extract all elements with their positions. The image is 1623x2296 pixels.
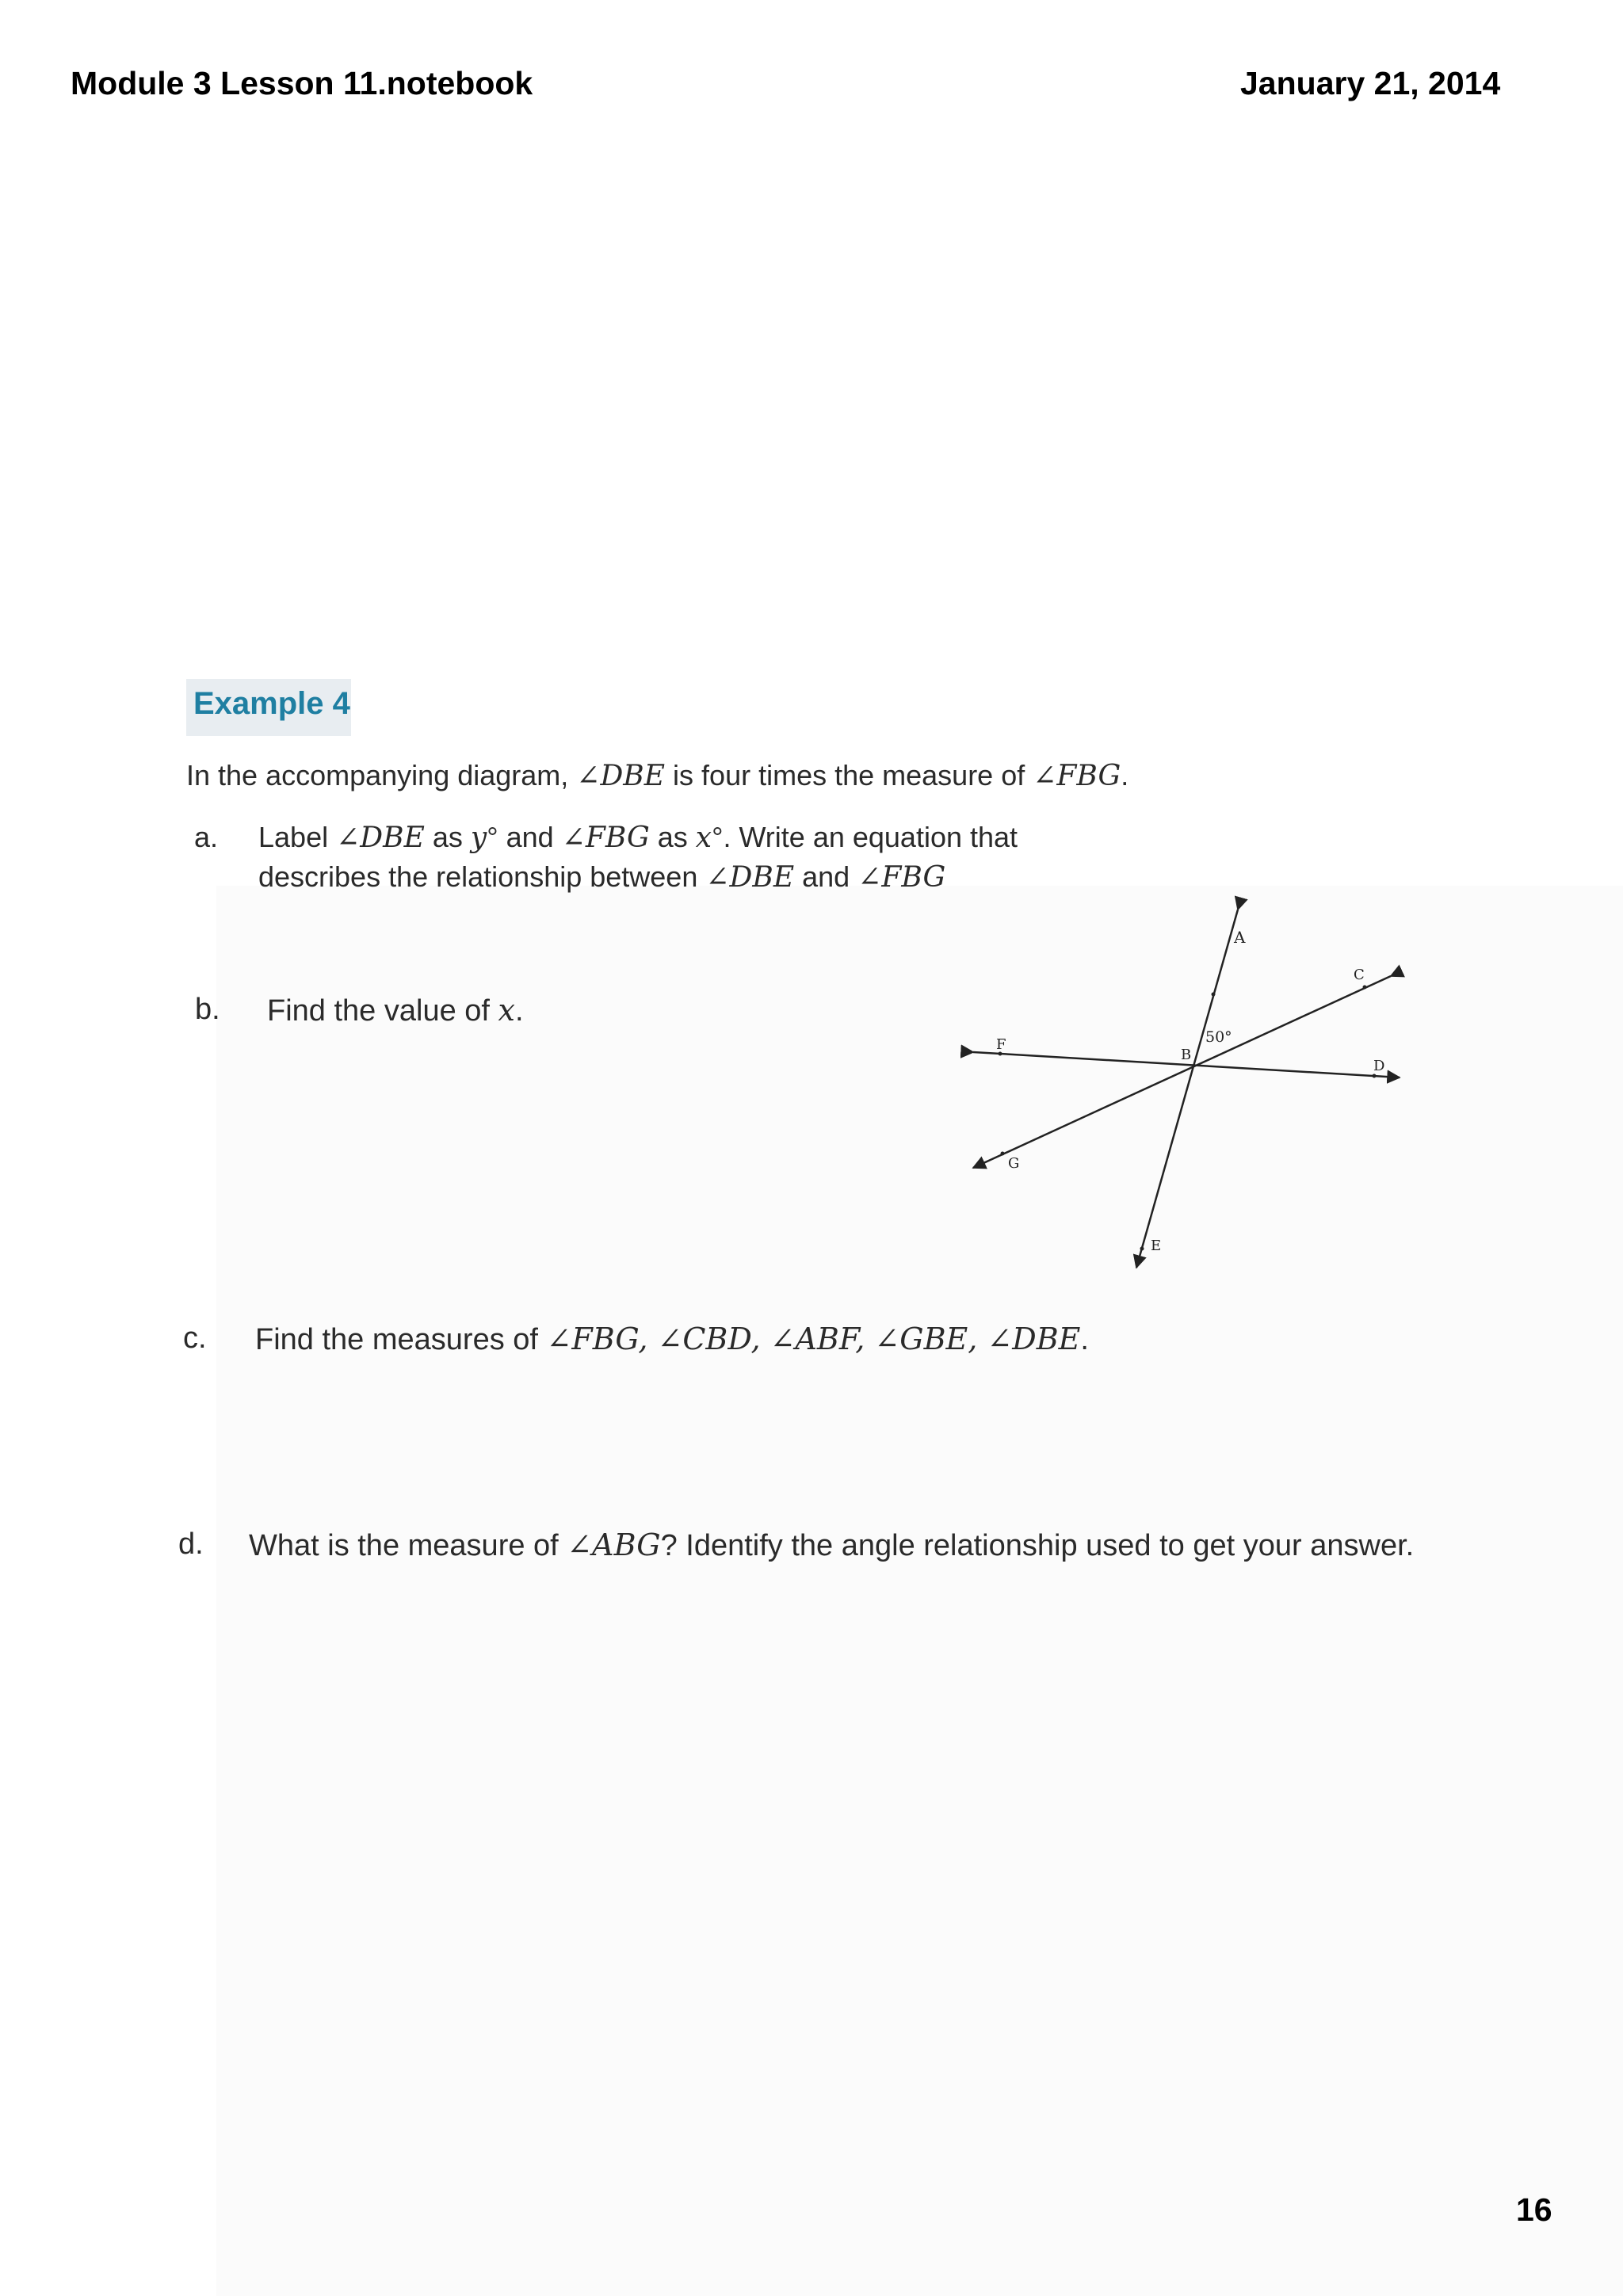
label-d: D — [1373, 1058, 1385, 1074]
example-intro: In the accompanying diagram, ∠DBE is four times the measure of ∠FBG. — [186, 759, 1129, 792]
part-a-line2-clip — [258, 860, 953, 896]
label-f: F — [996, 1036, 1006, 1053]
page-number: 16 — [1516, 2191, 1552, 2228]
point-a — [1212, 993, 1216, 997]
label-a: A — [1234, 928, 1246, 947]
part-a-line1: Label ∠DBE as y° and ∠FBG as x°. Write an equation that — [258, 821, 1018, 854]
angle-label: 50° — [1205, 1028, 1232, 1046]
line-cg — [973, 976, 1391, 1168]
part-d-text: What is the measure of ∠ABG? Identify the angle relationship used to get your answer. — [249, 1527, 1415, 1562]
part-a-line2: describes the relationship between ∠DBE and ∠FBG — [258, 860, 946, 894]
part-b-label: b. — [195, 993, 220, 1026]
part-b-text: Find the value of x. — [267, 993, 524, 1028]
part-a-label: a. — [194, 821, 219, 853]
label-c: C — [1354, 967, 1365, 983]
label-g: G — [1008, 1155, 1020, 1172]
part-c-label: c. — [183, 1322, 207, 1355]
label-b: B — [1181, 1047, 1192, 1063]
point-g — [1001, 1152, 1005, 1156]
example-title: Example 4 — [193, 686, 350, 721]
line-ae — [1136, 910, 1238, 1268]
angle-diagram — [943, 895, 1419, 1291]
point-e — [1140, 1247, 1144, 1251]
part-c-text: Find the measures of ∠FBG, ∠CBD, ∠ABF, ∠GBE, ∠DBE. — [255, 1322, 1089, 1356]
point-d — [1373, 1074, 1377, 1078]
label-e: E — [1151, 1238, 1162, 1254]
point-c — [1363, 986, 1367, 990]
notebook-title: Module 3 Lesson 11.notebook — [71, 65, 533, 101]
notebook-date: January 21, 2014 — [1240, 65, 1501, 101]
part-d-label: d. — [178, 1527, 204, 1561]
